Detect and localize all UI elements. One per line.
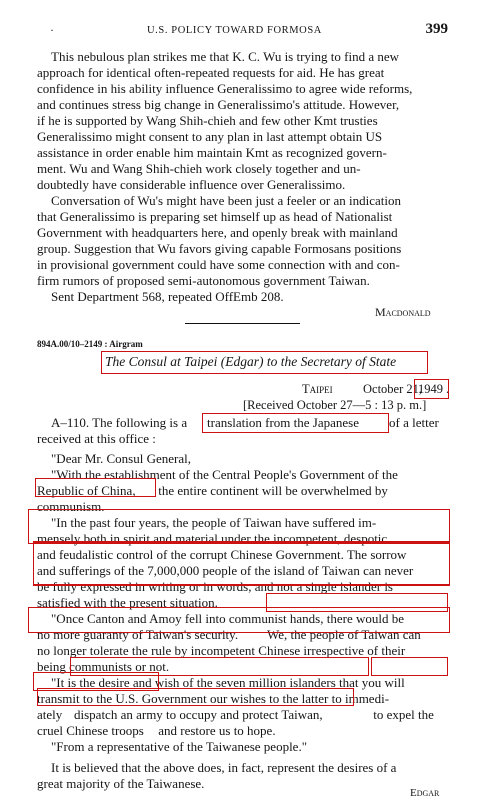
dateline-year: 1949 [418,382,443,396]
letter-line: the entire continent will be overwhelmed by [155,483,388,498]
p1-line: if he is supported by Wang Shih-chieh and few other Kmt trusties [37,113,378,128]
p1-line: This nebulous plan strikes me that K. C. Wu is trying to find a new [51,49,400,64]
p1-line: doubtedly have considerable influence over Generalissimo. [37,177,346,192]
letter-we-the-people: We, the people of Taiwan can [264,627,421,642]
dateline-place: Taipei [302,382,333,396]
closing-line: great majority of the Taiwanese. [37,776,205,791]
received-line: [Received October 27—5 : 13 p. m.] [243,398,427,412]
intro-text: A–110. The following is a [51,415,188,430]
p1-line: and continues stress big change in Generalissimo's attitude. However, [37,97,400,112]
letter-line: "It is the desire and wish of the seven million islanders that you will [51,675,405,690]
p2-line: Government with headquarters here, and openly break with mainland [37,225,398,240]
p1-line: confidence in his ability influence Generalissimo to agree wide reforms, [37,81,413,96]
intro-text: of a letter [389,415,439,430]
p1-line: approach for identical often-repeated requests for aid. He has great [37,65,385,80]
section-divider [185,323,300,324]
sent-line: Sent Department 568, repeated OffEmb 208. [51,289,284,304]
letter-line: satisfied with the present situation. [37,595,218,610]
letter-republic-of-china: Republic of China, [37,483,136,498]
salutation: "Dear Mr. Consul General, [51,451,191,466]
highlight-box [266,593,448,612]
signature-edgar: Edgar [410,787,440,799]
letter-line: transmit to the U.S. Government our wishes to the latter to immedi- [37,691,390,706]
p2-line: firm rumors of proposed semi-autonomous government Taiwan. [37,273,370,288]
letter-line: "With the establishment of the Central People's Government of the [51,467,398,482]
letter-line: being communists or not. [37,659,170,674]
p2-line: in provisional government could have some connection with and con- [37,257,400,272]
p1-line: Generalissimo might consent to any plan in last attempt obtain US [37,129,383,144]
intro-text: received at this office : [37,431,156,446]
letter-line: no longer tolerate the rule by incompetent Chinese irrespective of their [37,643,406,658]
document-title: The Consul at Taipei (Edgar) to the Secretary of State [105,354,397,369]
intro-translation: translation from the Japanese [207,415,359,430]
page-number: 399 [425,21,448,37]
letter-line: and sufferings of the 7,000,000 people of the island of Taiwan can never [37,563,414,578]
p1-line: ment. Wu and Wang Shih-chieh work closely together and un- [37,161,361,176]
p2-line: that Generalissimo is preparing set himself up as head of Nationalist [37,209,393,224]
dateline-date: October 21, [363,382,423,396]
letter-cruel-troops: cruel Chinese troops [37,723,144,738]
letter-line: be fully expressed in writing or in words, and not a single islander is [37,579,393,594]
running-title: U.S. POLICY TOWARD FORMOSA [147,25,322,36]
signature-macdonald: Macdonald [375,305,431,319]
letter-dispatch-army: dispatch an army to occupy and protect Taiwan, [74,707,323,722]
letter-signoff: "From a representative of the Taiwanese people." [51,739,308,754]
p2-line: Conversation of Wu's might have been just a feeler or an indication [51,193,401,208]
p1-line: assistance in order enable him maintain Kmt as recognized govern- [37,145,387,160]
dateline-period: . [446,382,450,396]
letter-line: and restore us to hope. [155,723,276,738]
letter-expel: to expel the [370,707,434,722]
letter-line: "Once Canton and Amoy fell into communist hands, there would be [51,611,404,626]
header-mark: · [50,23,54,37]
letter-line: "In the past four years, the people of Taiwan have suffered im- [51,515,377,530]
letter-line: no more guaranty of Taiwan's security. [37,627,239,642]
highlight-box [371,657,448,676]
letter-line: mensely both in spirit and material under the incompetent, despotic [37,531,388,546]
letter-line: ately [37,707,66,722]
p2-line: group. Suggestion that Wu favors giving capable Formosans positions [37,241,402,256]
closing-line: It is believed that the above does, in fact, represent the desires of a [51,760,397,775]
letter-line: communism. [37,499,105,514]
letter-line: and feudalistic control of the corrupt Chinese Government. The sorrow [37,547,407,562]
file-reference: 894A.00/10–2149 : Airgram [37,339,143,349]
